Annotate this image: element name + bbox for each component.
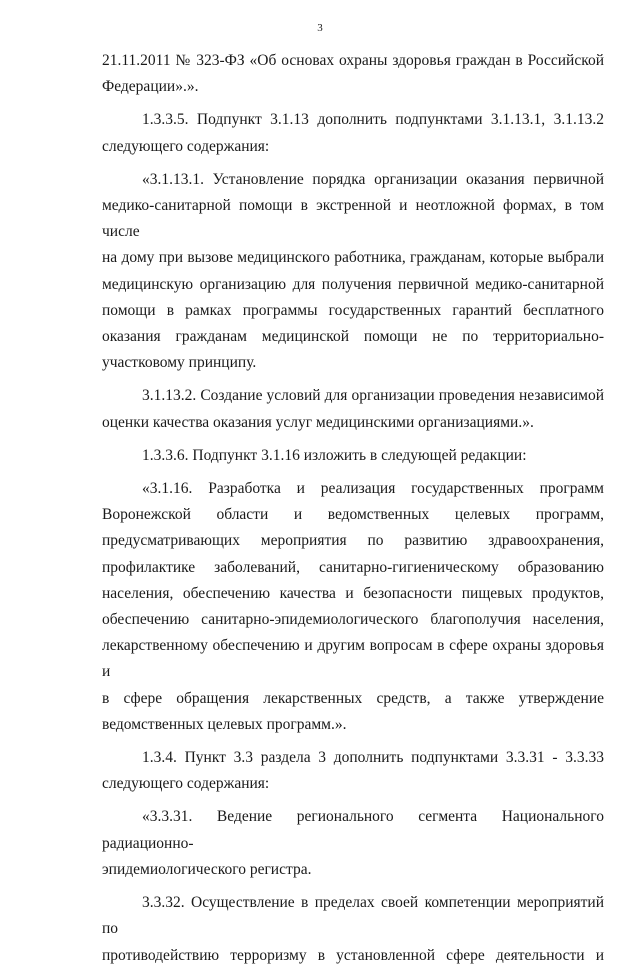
page-number: 3 — [317, 22, 323, 34]
text-line: «3.1.16. Разработка и реализация государственных программ — [142, 480, 604, 498]
text-line: медицинскую организацию для получения первичной медико-санитарной — [102, 275, 604, 293]
text-line: на дому при вызове медицинского работника, гражданам, которые выбрали — [102, 249, 604, 267]
text-line: следующего содержания: — [102, 775, 270, 793]
text-line: «3.1.13.1. Установление порядка организации оказания первичной — [142, 170, 604, 188]
text-line: предусматривающих мероприятия по развитию здравоохранения, — [102, 532, 604, 550]
text-line: 1.3.3.5. Подпункт 3.1.13 дополнить подпунктами 3.1.13.1, 3.1.13.2 — [142, 111, 604, 129]
text-line: ведомственных целевых программ.». — [102, 715, 347, 733]
text-line: 1.3.3.6. Подпункт 3.1.16 изложить в следующей редакции: — [142, 446, 527, 464]
text-line: медико-санитарной помощи в экстренной и неотложной формах, в том числе — [102, 197, 604, 241]
text-line: помощи в рамках программы государственных гарантий бесплатного — [102, 301, 604, 319]
text-line: Федерации».». — [102, 78, 199, 96]
text-line: следующего содержания: — [102, 137, 270, 155]
text-line: противодействию терроризму в установленной сфере деятельности и — [102, 946, 604, 964]
text-line: «3.3.31. Ведение регионального сегмента Национального радиационно- — [102, 808, 604, 852]
text-line: населения, обеспечению качества и безопасности пищевых продуктов, — [102, 584, 604, 602]
document-body — [102, 48, 604, 969]
text-line: эпидемиологического регистра. — [102, 860, 312, 878]
text-line: 3.3.32. Осуществление в пределах своей компетенции мероприятий по — [102, 894, 604, 938]
text-line: 21.11.2011 № 323-ФЗ «Об основах охраны здоровья граждан в Российской — [102, 52, 604, 69]
text-line: оценки качества оказания услуг медицинскими организациями.». — [102, 413, 534, 431]
text-line: 3.1.13.2. Создание условий для организации проведения независимой — [142, 387, 604, 405]
text-line: 1.3.4. Пункт 3.3 раздела 3 дополнить подпунктами 3.3.31 - 3.3.33 — [142, 749, 604, 767]
text-line: профилактике заболеваний, санитарно-гигиеническому образованию — [102, 558, 604, 576]
text-line: в сфере обращения лекарственных средств, а также утверждение — [102, 689, 604, 707]
text-line: оказания гражданам медицинской помощи не по территориально- — [102, 328, 604, 346]
text-line: Воронежской области и ведомственных целевых программ, — [102, 506, 604, 524]
text-line: лекарственному обеспечению и другим вопросам в сфере охраны здоровья и — [102, 637, 604, 681]
text-line: участковому принципу. — [102, 354, 257, 372]
text-line: обеспечению санитарно-эпидемиологического благополучия населения, — [102, 611, 604, 629]
